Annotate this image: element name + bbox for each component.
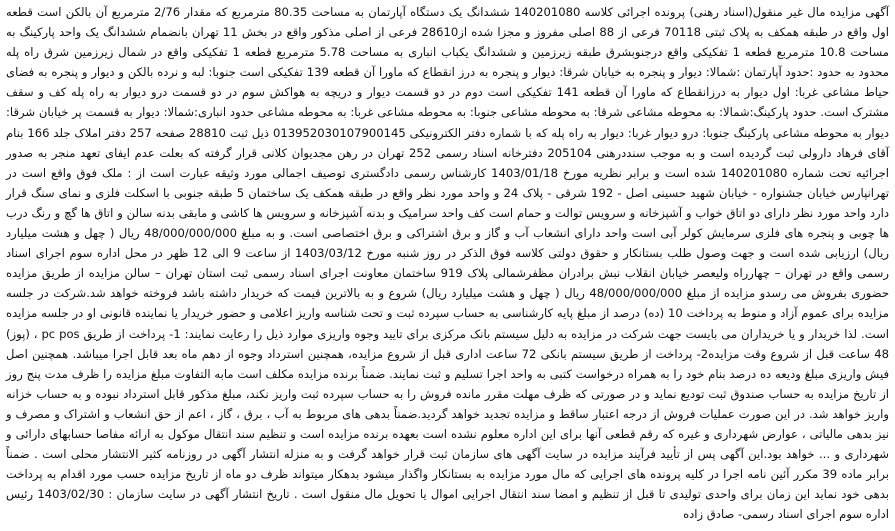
auction-notice-text: آگهی مزایده مال غیر منقول(اسناد رهنی) پرونده اجرائی کلاسه 140201080 ششدانگ یک دستگاه آپارتمان به مساحت 80.35 مترمربع که مقدار 2/76 مترمربع آن بالکن است قطعه اول واقع در طبقه همکف به پلاک ثبتی 70118 فرعی از 88 اصلی مفروز و مجزا شده از28610 فرعی از اصلی مذکور واقع در بخش 11 تهران بانضمام ششدانگ یک واحد پارکینگ به مساحت 10.8 مترمربع قطعه 1 تفکیکی واقع درجنوبشرق طبقه زیرزمین و ششدانگ یکباب انباری به مساحت 5.78 مترمربع قطعه 1 تفکیکی واقع در شمال زیرزمین شرق راه پله محدود به حدود :حدود آپارتمان :شمالا: دیوار و پنجره به خیابان شرقا: دیوار و پنجره به درز انقطاع که ماورا آن قطعه 139 تفکیکی است جنوبا: لبه و نرده بالکن و دیوار و پنجره به فضای حیاط مشاعی غربا: اول دیوار به درزانقطاع که ماورا آن قطعه 141 تفکیکی است دوم در دو قسمت دیوار و دریچه به هواکش سوم در دو قسمت درو دیوار به راه پله کف و سقف مشترک است. حدود پارکینگ:شمالا: به محوطه مشاعی شرقا: به محوطه مشاعی جنوبا: به محوطه مشاعی غربا: به محوطه مشاعی حدود انباری:شمالا: دیوار به قسمت پر خیابان شرقا: دیوار به محوطه مشاعی پارکینگ جنوبا: درو دیوار غربا: دیوار به راه پله که با شماره دفتر الکترونیکی 013952030107900145 ذیل ثبت 28810 صفحه 257 دفتر املاک جلد 166 بنام آقای فرهاد دارولی ثبت گردیده است و به موجب سنددرهنی 205104 دفترخانه اسناد رسمی 252 تهران در رهن مجدیوان کلانی قرار گرفته که بعلت عدم ایفای تعهد منجر به صدور اجرائیه تحت شماره 140201080 شده است و برابر نظریه مورخ 1403/01/18 کارشناس رسمی دادگستری توصیف اجمالی مورد وثیقه عبارت است از : ملک فوق واقع است در تهرانپارس خیابان جشنواره - خیابان شهید حسینی اصل - 192 شرقی - پلاک 24 و واحد مورد نظر واقع در طبقه همکف یک ساختمان 5 طبقه جنوبی با اسکلت فلزی و نمای سنگ قرار دارد واحد مورد نظر دارای دو اتاق خواب و آشپزخانه و سرویس توالت و حمام است کف واحد سرامیک و بدنه آشپزخانه و سرویس ها کاشی و مابقی بدنه سالن و اتاق ها گچ و رنگ درب ها چوبی و پنجره های فلزی سرمایش کولر آبی است واحد دارای انشعاب آب و گاز و برق اشتراکی و برق اختصاصی است. و به مبلغ 48/000/000/000 ریال ( چهل و هشت میلیارد ریال) ارزیابی شده است و جهت وصول طلب بستانکار و حقوق دولتی کلاسه فوق الذکر در روز شنبه مورخ 1403/03/12 از ساعت 9 الی 12 ظهر در محل اداره سوم اجرای اسناد رسمی واقع در تهران – چهارراه ولیعصر خیابان انقلاب نبش برادران مظفرشمالی پلاک 919 ساختمان معاونت اجرای اسناد رسمی ثبت استان تهران – سالن مزایده از طریق مزایده حضوری بفروش می رسدو مزایده از مبلغ 48/000/000/000 ریال ( چهل و هشت میلیارد ریال) شروع و به بالاترین قیمت که خریدار داشته باشد فروخته خواهد شد.شرکت در جلسه مزایده برای عموم آزاد و منوط به پرداخت 10 (ده) درصد از مبلغ پایه کارشناسی به حساب سپرده ثبت و تحت شناسه واریز اعلامی و حضور خریدار یا نماینده قانونی او در جلسه مزایده است. لذا خریدار و یا خریداران می بایست جهت شرکت در مزایده به دلیل سیستم بانک مرکزی برای تایید وجوه واریزی موارد ذیل را رعایت نمایند: 1- پرداخت از طریق pc pos ، (پوز) 48 ساعت قبل از شروع وقت مزایده2- پرداخت از طریق سیستم بانکی 72 ساعت اداری قبل از شروع مزایده، همچنین استرداد وجوه از دهم ماه بعد قابل اجرا میباشد. همچنین اصل فیش واریزی مبلغ ودیعه ده درصد بنام خود را به همراه درخواست کتبی به واحد اجرا تسلیم و ثبت نمایند. ضمناً برنده مزایده مکلف است مابه التفاوت مبلغ مزایده را ظرف مدت پنج روز از تاریخ مزایده به حساب صندوق ثبت تودیع نماید و در صورتی که ظرف مهلت مقرر مانده فروش را به حساب سپرده ثبت واریز نکند، مبلغ مذکور قابل استرداد نبوده و به حساب خزانه واریز خواهد شد. در این صورت عملیات فروش از درجه اعتبار ساقط و مزایده تجدید خواهد گردید.ضمناً بدهی های مربوط به آب ، برق ، گاز ، اعم از حق انشعاب و اشتراک و مصرف و نیز بدهی مالیاتی ، عوارض شهرداری و غیره که رقم قطعی آنها برای این اداره معلوم نشده است بعهده برنده مزایده است و تنظیم سند انتقال موکول به ارائه مفاصا حسابهای دارائی و شهرداری و ... خواهد بود.این آگهی پس از تأیید فرآیند مزایده در سایت آگهی های سازمان ثبت قرار خواهد گرفت و به منزله انتشار آگهی در روزنامه کثیر الانتشار محلی است . ضمناً برابر ماده 39 مکرر آئین نامه اجرا در کلیه پرونده های اجرایی که مال مورد مزایده به بستانکار واگذار میشود بدهکار میتواند ظرف دو ماه از تاریخ مزایده حسب مورد اقدام به پرداخت بدهی خود نماید این زمان برای واحدی تولیدی تا قبل از تنظیم و امضا سند انتقال اجرایی اموال یا تحویل مال منقول است . تاریخ انتشار آگهی در سایت سازمان : 1403/02/30 رئیس اداره سوم اجرای اسناد رسمی- صادق زاده <box>6 5 890 522</box>
